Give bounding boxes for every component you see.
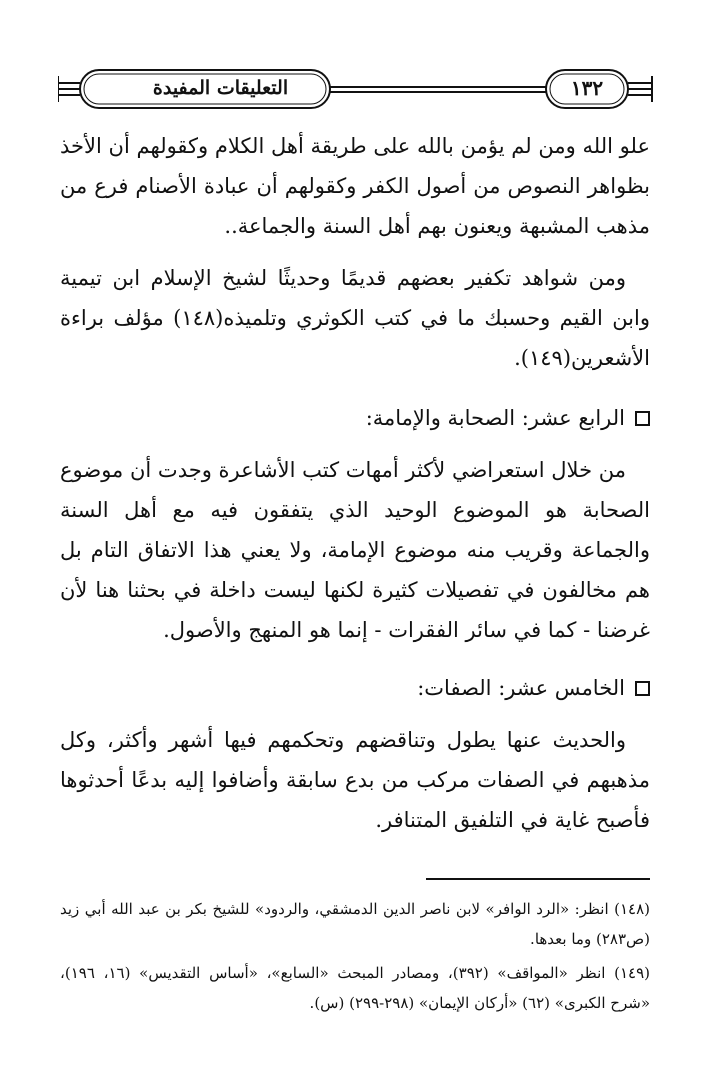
footnotes (60, 894, 650, 1022)
paragraph-4: والحديث عنها يطول وتناقضهم وتحكمهم فيها أشهر وأكثر، وكل مذهبهم في الصفات مركب من بدع سابقة وأضافوا إليه بدعًا أحدثوها فأصبح غاية في التلفيق المتنافر. (60, 728, 650, 832)
paragraph-2: ومن شواهد تكفير بعضهم قديمًا وحديثًا لشيخ الإسلام ابن تيمية وابن القيم وحسبك ما في كتب الكوثري وتلميذه(١٤٨) مؤلف براءة الأشعرين(١٤٩). (60, 266, 651, 370)
footnote-148: (١٤٨) انظر: «الرد الوافر» لابن ناصر الدين الدمشقي، والردود» للشيخ بكر بن عبد الله أبي زيد (ص٢٨٣) وما بعدها. (60, 900, 650, 948)
footnote-separator (426, 878, 650, 880)
running-header (58, 66, 654, 112)
section-heading-15 (60, 668, 650, 708)
section-heading-14 (60, 398, 650, 438)
page-number: ١٣٢ (570, 76, 604, 100)
main-text (60, 126, 650, 840)
paragraph-1: علو الله ومن لم يؤمن بالله على طريقة أهل الكلام وكقولهم أن الأخذ بظواهر النصوص من أصول الكفر وكقولهم أن عبادة الأصنام فرع من مذهب المشبهة ويعنون بهم أهل السنة والجماعة.. (60, 134, 650, 238)
running-title: التعليقات المفيدة (152, 77, 289, 99)
square-bullet-icon (635, 681, 650, 696)
section-heading-15-text: الخامس عشر: الصفات: (417, 676, 625, 700)
square-bullet-icon (635, 411, 650, 426)
footnote-149: (١٤٩) انظر «المواقف» (٣٩٢)، ومصادر المبحث «السابع»، «أساس التقديس» (١٦، ١٩٦)، «شرح الكبرى» (٦٢) «أركان الإيمان» (٢٩٨-٢٩٩) (س). (60, 964, 651, 1012)
paragraph-3: من خلال استعراضي لأكثر أمهات كتب الأشاعرة وجدت أن موضوع الصحابة هو الموضوع الوحيد الذي يتفقون فيه مع أهل السنة والجماعة وقريب منه موضوع الإمامة، ولا يعني هذا الاتفاق التام بل هم مخالفون في تفصيلات كثيرة لكنها ليست داخلة في بحثنا هنا لأن غرضنا - كما في سائر الفقرات - إنما هو المنهج والأصول. (60, 458, 650, 642)
section-heading-14-text: الرابع عشر: الصحابة والإمامة: (365, 406, 625, 430)
